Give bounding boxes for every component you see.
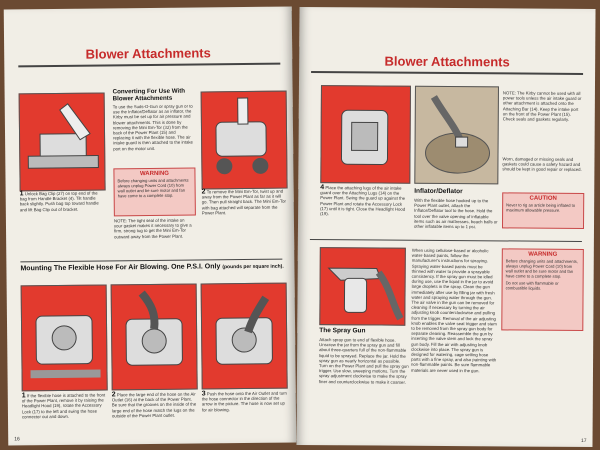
warning-box-right	[501, 248, 584, 331]
note-mini-emtor: NOTE: The tight seal of the intake on your gasket makes it necessary to give a firm, strong tug to get the Mini Em-Tor outward away from the Power Plant.	[113, 217, 192, 239]
photo-spray-gun	[319, 247, 406, 326]
page-number-left: 16	[14, 436, 20, 443]
mount-step-3-text: Push the hose onto the Air Outlet and turn the hose connector in the direction of the arrow in the picture. The hose is now set up for air blowing.	[201, 390, 287, 413]
right-title-rule	[311, 71, 583, 75]
section-converting-intro: To use the Suds-O-Gun or spray gun or to use the Inflator/Deflator as an inflator, the Kirby must be set up for air pressure and blower attachments. This is done by removing the Mini Em-Tor (32) from the back of the Power Plant (15) and replacing it with the flexible hose. The air intake guard is then attached to the intake port on the motor unit.	[112, 103, 193, 152]
right-warn-seals: Worn, damaged or missing seals and gaskets could cause a safety hazard and should be kept in good repair or replaced.	[502, 156, 582, 173]
mount-step-3: 3 Push the hose onto the Air Outlet and turn the hose connector in the direction of the arrow in the picture. The hose is now set up for air blowing.	[201, 390, 287, 413]
step-1-bag-clip: 1 Unlock Bag Clip (27) on top end of the bag from Handle Bracket (4). Tilt handle back slightly. Push bag top toward handle and lift Bag Clip out of bracket.	[19, 190, 99, 212]
photo-inflator	[414, 86, 499, 185]
right-note-box: NOTE: The Kirby cannot be used with all power tools unless the air intake guard or other attachment is attached onto the Attaching Bar (14). Keep the intake port on the front of the Power Plant (15). Check seals and gaskets regularly.	[502, 90, 582, 122]
section-mounting-title: Mounting The Flexible Hose For Air Blowing. One P.S.I. Only	[20, 263, 221, 273]
caution-box	[502, 192, 584, 229]
step-2-remove: 2 To remove the Mini Em-Tor, twist up and away from the Power Plant as far as it will go. Then pull straight back. The Mini Em-Tor with bag attached will separate from the Power Plant.	[201, 188, 286, 216]
photo-bag-clip	[19, 92, 106, 191]
spray-gun-text: Attach spray gun to end of flexible hose. Unscrew the jar from the spray gun and fill about three-quarters full of the non-flammable liquid to be sprayed. Replace the jar. Hold the spray gun as nearly horizontal as possible. Turn on the Power Plant and pull the spray gun trigger. Use slow, sweeping motions. Turn the spray adjustment clockwise to make the spray finer and counterclockwise to make it coarser.	[318, 337, 409, 385]
spray-gun-heading: The Spray Gun	[319, 327, 366, 335]
warning-text-right: Before changing units and attachments, always unplug Power Cord (10) from wall outlet and be sure motor and fan have come to a complete stop.	[505, 258, 578, 279]
right-page-title: Blower Attachments	[384, 53, 510, 70]
photo-remove-mini-emtor	[201, 91, 288, 190]
warning-box-left	[113, 168, 195, 217]
photo-air-intake-guard	[320, 85, 411, 184]
inflator-heading: Inflator/Deflator	[414, 187, 463, 196]
caution-title: CAUTION	[529, 195, 557, 202]
step-2-text: To remove the Mini Em-Tor, twist up and away from the Power Plant as far as it will go. Then pull straight back. The Mini Em-Tor with bag attached will separate from the Power Plant.	[201, 188, 286, 216]
photo-place-hose	[111, 284, 198, 391]
step-1-text: Unlock Bag Clip (27) on top end of the bag from Handle Bracket (4). Tilt handle back slightly. Push bag top toward handle and lift Bag Clip out of bracket.	[19, 190, 99, 212]
left-title-rule	[18, 63, 280, 68]
right-page	[296, 7, 595, 447]
left-page	[4, 7, 297, 446]
warning-text-right-2: Do not use with flammable or combustible liquids.	[505, 280, 559, 291]
section-mounting-heading	[20, 263, 290, 274]
photo-remove-hose	[21, 284, 108, 391]
mount-step-1-text: If the flexible hose is attached to the front of the Power Plant, remove it by raising the Headlight Hood (19), rotate the Accessory Lock (17) to the left and swing the hose connector out and down.	[21, 392, 106, 420]
warning-text-left: Before changing units and attachments always unplug Power Cord (10) from wall outlet and be sure motor and fan have come to a complete stop.	[117, 177, 189, 199]
mount-step-2-text: Place the large end of the hose on the Air Outlet (16) at the back of the Power Plant. Be sure that the grooves on the inside of the large end of the hose match the lugs on the outside of the Power Plant outlet.	[111, 391, 197, 419]
step-4-text: Place the attaching lugs of the air intake guard over the Attaching Lugs (14) on the Power Plant. Swing the guard up against the Power Plant and rotate the Accessory Lock (17) until it is tight. Close the Headlight Hood (19).	[320, 185, 406, 217]
section-mounting-small: (pounds per square inch).	[222, 263, 284, 271]
step-4-guard: 4 Place the attaching lugs of the air intake guard over the Attaching Lugs (14) on the Power Plant. Swing the guard up against the Power Plant and rotate the Accessory Lock (17) until it is tight. Close the Headlight Hood (19).	[320, 184, 406, 217]
caution-text: Never to rig an article being inflated to maximum allowable pressure.	[506, 202, 576, 213]
warning-title-left: WARNING	[139, 170, 169, 178]
left-mid-rule	[20, 259, 282, 263]
photo-push-hose	[201, 283, 288, 390]
section-converting-heading: Converting For Use With Blower Attachments	[112, 87, 186, 103]
right-mid-rule	[310, 239, 582, 242]
spray-gun-text-2: When using cellulose-based or alcoholic water-based paints, follow the manufacturer's instructions for spraying. Spraying water-based paints must be thinned with water to provide a sprayable consistency. If the spray gun must be idled during use, use the liquid in the jar to avoid large droplets in the spray. Clean the gun immediately after use by filling jar with fresh water and spraying water through the gun. The air valve in the gun can be removed for cleaning if necessary by turning the air adjusting knob counterclockwise and pulling from the trigger. Removal of the air adjusting knob enables the valve seat trigger and stem to be removed from the spray gun body for separate cleaning. Reassemble the gun by inserting the valve stem and lock the spray gun body. Fill the air with adjusting knob clockwise into place. The spray gun is designed for watering, cage setting hose parts with a fine spray, and also painting with non-flammable paints. Be sure flammable materials are never used in the gun.	[410, 247, 497, 373]
mount-step-2: 2 Place the large end of the hose on the Air Outlet (16) at the back of the Power Plant. Be sure that the grooves on the inside of the large end of the hose match the lugs on the outside of the Power Plant outlet.	[111, 391, 197, 419]
warning-title-right: WARNING	[528, 251, 558, 258]
inflator-text: With the flexible hose hooked up to the Power Plant outlet, attach the Inflator/Deflator tool to the hose. Hold the tool over the valve opening of inflatable items such as air mattresses, beach balls or other inflatable items up to 1 psi.	[413, 197, 498, 230]
page-number-right: 17	[580, 437, 587, 444]
left-page-title: Blower Attachments	[85, 45, 211, 62]
mount-step-1: 1 If the flexible hose is attached to the front of the Power Plant, remove it by raising the Headlight Hood (19), rotate the Accessory Lock (17) to the left and swing the hose connector out and down.	[21, 392, 106, 420]
